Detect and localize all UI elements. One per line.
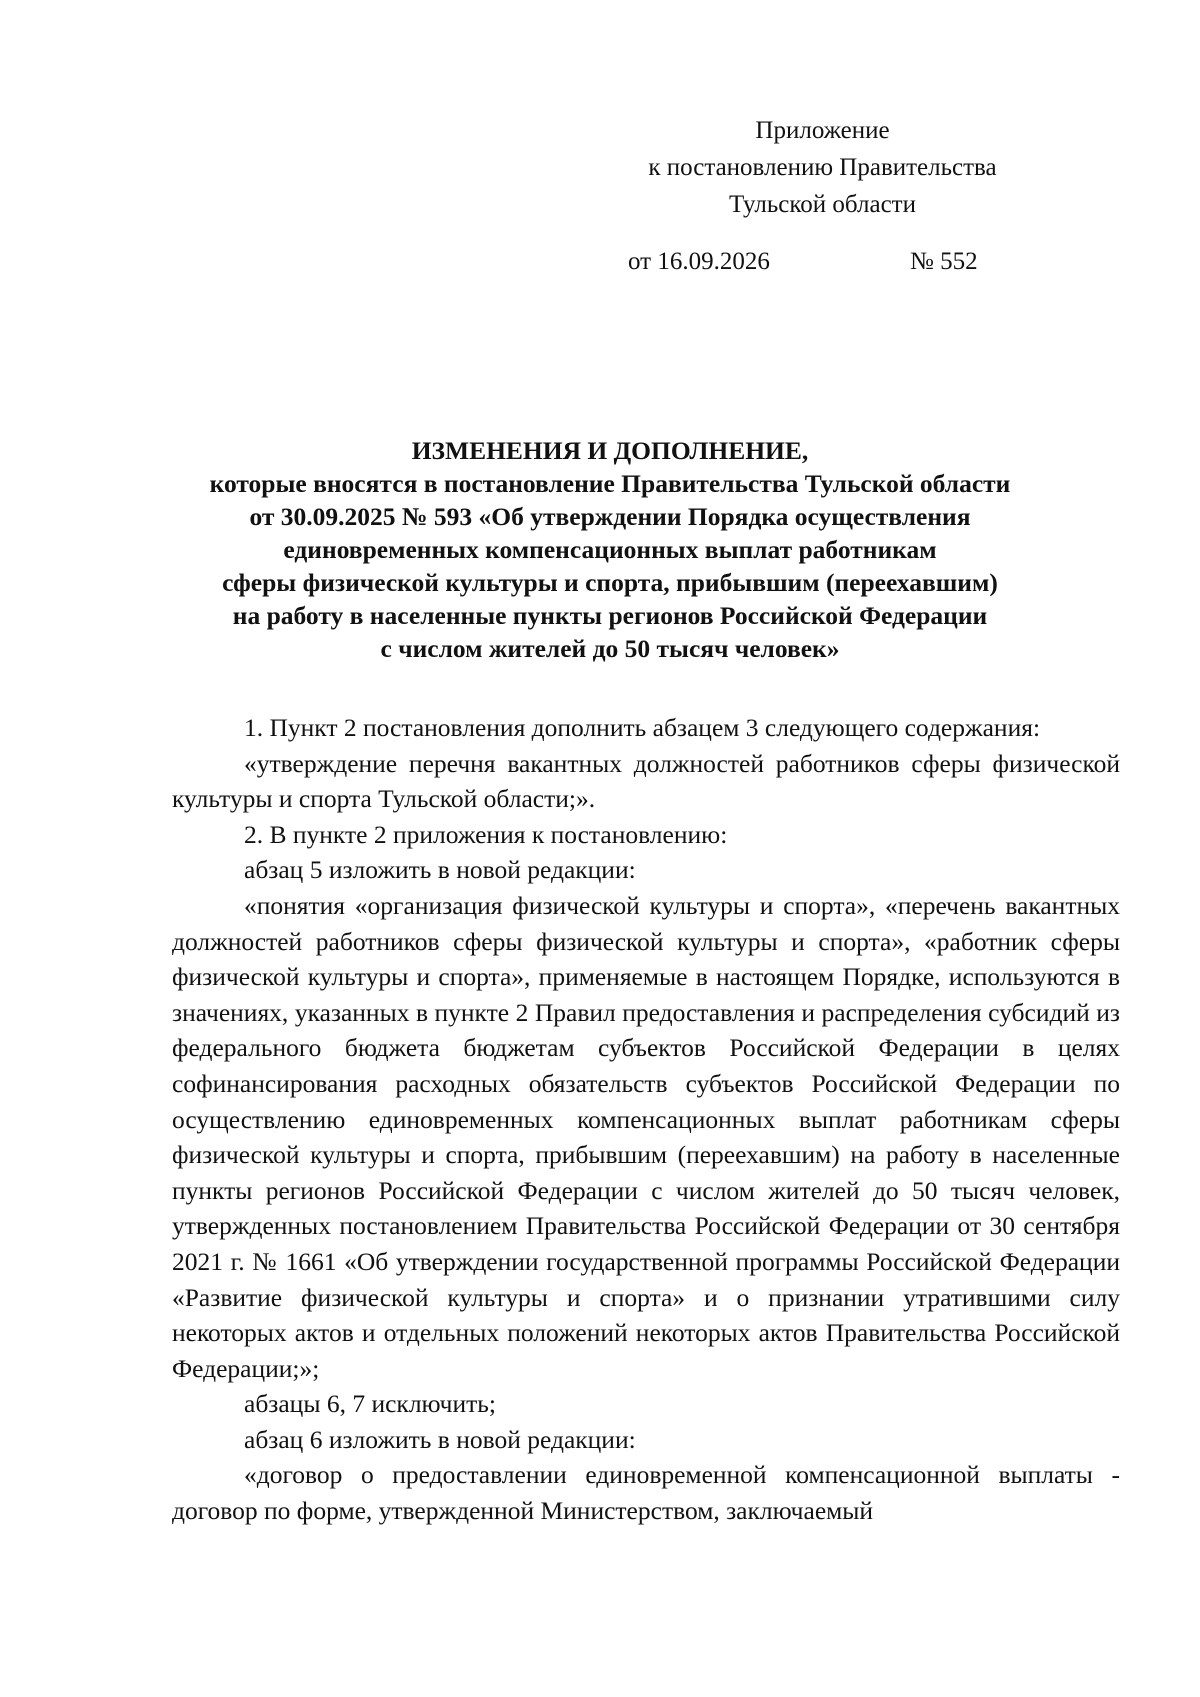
- title-line: единовременных компенсационных выплат работникам: [283, 535, 937, 564]
- title-line: от 30.09.2025 № 593 «Об утверждении Порядка осуществления: [249, 502, 971, 531]
- appendix-reference: к постановлению Правительства: [648, 154, 997, 181]
- title-line: которые вносятся в постановление Правительства Тульской области: [209, 469, 1011, 498]
- title-line: ИЗМЕНЕНИЯ И ДОПОЛНЕНИЕ,: [411, 436, 809, 465]
- appendix-region: Тульской области: [729, 191, 916, 218]
- document-body: [172, 710, 1120, 1529]
- appendix-title: Приложение: [755, 117, 890, 144]
- body-paragraph: «договор о предоставлении единовременной компенсационной выплаты - договор по форме, утвержденной Министерством, заключаемый: [172, 1460, 1120, 1526]
- body-paragraph: 2. В пункте 2 приложения к постановлению:: [244, 819, 728, 849]
- title-line: на работу в населенные пункты регионов Российской Федерации: [232, 601, 988, 630]
- body-paragraph: «утверждение перечня вакантных должностей работников сферы физической культуры и спорта Тульской области;».: [172, 748, 1120, 814]
- body-paragraph: 1. Пункт 2 постановления дополнить абзацем 3 следующего содержания:: [244, 713, 1041, 742]
- document-title: [150, 434, 1070, 665]
- title-line: с числом жителей до 50 тысяч человек»: [380, 634, 840, 663]
- body-paragraph: абзац 5 изложить в новой редакции:: [244, 855, 636, 885]
- title-line: сферы физической культуры и спорта, прибывшим (переехавшим): [222, 568, 998, 597]
- body-paragraph: абзацы 6, 7 исключить;: [244, 1389, 496, 1419]
- appendix-number: № 552: [910, 248, 978, 275]
- appendix-header: [600, 112, 1045, 223]
- body-paragraph: абзац 6 изложить в новой редакции:: [244, 1424, 636, 1454]
- body-paragraph: «понятия «организация физической культуры и спорта», «перечень вакантных должностей работников сферы физической культуры и спорта», «работник сферы физической культуры и спорта», применяемые в настоящем Порядке, используются в значениях, указанных в пункте 2 Правил предоставления и распределения субсидий из федерального бюджета бюджетам субъектов Российской Федерации в целях софинансирования расходных обязательств субъектов Российской Федерации по осуществлению единовременных компенсационных выплат работникам сферы физической культуры и спорта, прибывшим (переехавшим) на работу в населенные пункты регионов Российской Федерации с числом жителей до 50 тысяч человек, утвержденных постановлением Правительства Российской Федерации от 30 сентября 2021 г. № 1661 «Об утверждении государственной программы Российской Федерации «Развитие физической культуры и спорта» и о признании утратившими силу некоторых актов и отдельных положений некоторых актов Правительства Российской Федерации;»;: [172, 890, 1120, 1383]
- appendix-date: от 16.09.2026: [628, 248, 770, 275]
